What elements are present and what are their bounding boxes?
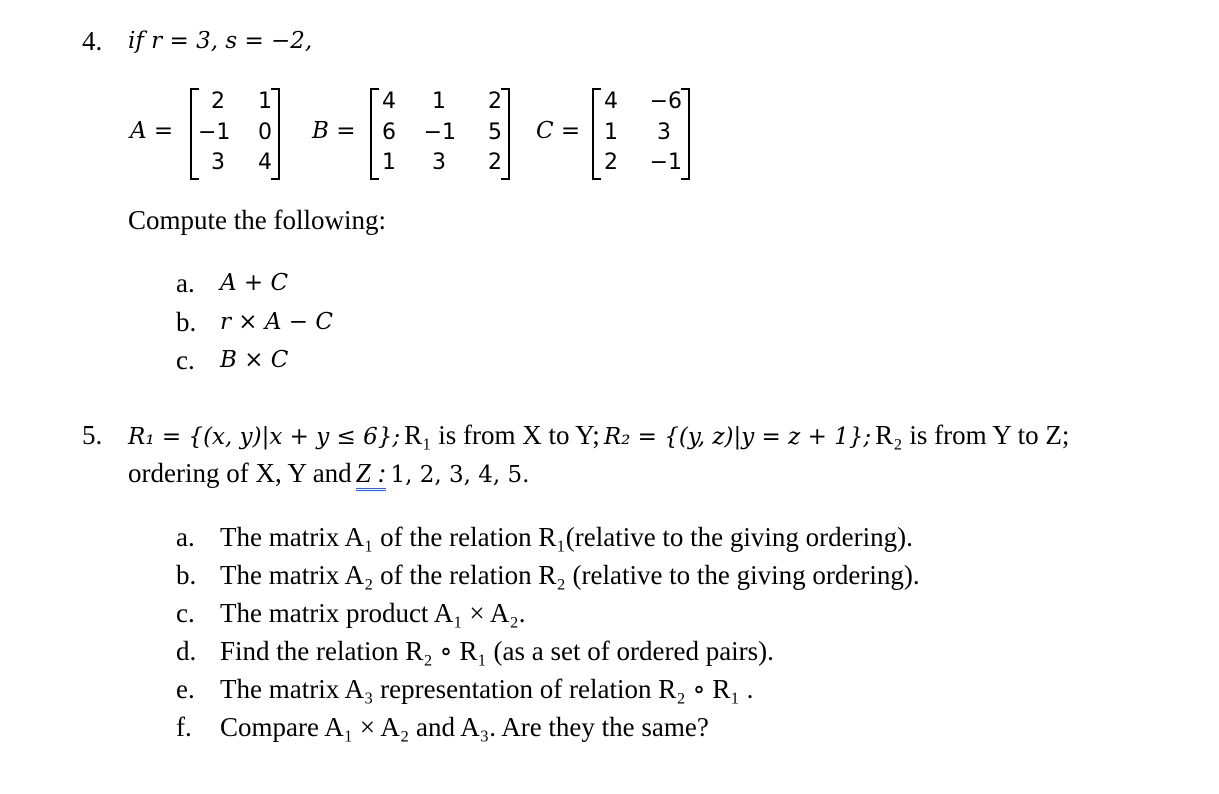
matrix-a-cell: 0 [258, 120, 272, 145]
ordering-values: 1, 2, 3, 4, 5. [390, 462, 530, 488]
q4-item-expr: B × C [220, 347, 289, 373]
matrix-c-cell: 2 [604, 150, 618, 175]
q5-item-label: e. [176, 674, 195, 704]
matrix-b-cell: 3 [432, 150, 446, 175]
q5-item-text: Find the relation R₂ ∘ R₁ (as a set of ordered pairs). [220, 636, 774, 666]
matrix-b-cell: 6 [382, 120, 396, 145]
q5-item-label: a. [176, 522, 195, 552]
q5-item-label: f. [176, 712, 192, 742]
right-bracket [501, 88, 510, 180]
matrix-a-cell: 4 [258, 150, 272, 175]
q5-item-text: The matrix A₂ of the relation R₂ (relative to the giving ordering). [220, 560, 920, 590]
matrix-b-cell: 2 [488, 89, 502, 114]
q5-item-label: b. [176, 560, 197, 590]
matrix-b-label: B = [312, 118, 356, 144]
matrix-b [370, 88, 510, 180]
matrix-b-cell: 2 [488, 150, 502, 175]
r2-definition: R₂ = {(y, z)|y = z + 1}; [603, 424, 872, 450]
q5-item-label: d. [176, 636, 197, 666]
q4-item-expr: A + C [220, 270, 289, 296]
question-4-number: 4. [82, 26, 103, 56]
matrix-b-cell: 4 [382, 89, 396, 114]
matrix-a-cell: 3 [211, 150, 225, 175]
question-5-line-1 [128, 422, 1069, 449]
matrix-a [190, 88, 280, 180]
q5-item-text: The matrix product A₁ × A₂. [220, 598, 526, 628]
matrix-c [592, 88, 690, 180]
matrix-c-cell: −6 [649, 89, 682, 114]
r2-domain-text: R₂ is from Y to Z; [875, 420, 1070, 450]
ordering-prefix: ordering of X, Y and [128, 458, 352, 488]
q5-item-label: c. [176, 598, 195, 628]
q4-item-label: c. [176, 345, 195, 375]
matrix-c-cell: 4 [604, 89, 618, 114]
r1-definition: R₁ = {(x, y)|x + y ≤ 6}; [128, 424, 401, 450]
matrix-a-cell: −1 [198, 120, 231, 145]
right-bracket [271, 88, 280, 180]
compute-heading: Compute the following: [128, 205, 386, 235]
q5-item-text: The matrix A₁ of the relation R₁(relative to the giving ordering). [220, 522, 913, 552]
matrix-c-cell: 3 [657, 120, 671, 145]
matrix-a-label: A = [130, 118, 174, 144]
question-5-line-2 [128, 460, 529, 487]
matrix-b-cell: 5 [488, 120, 502, 145]
right-bracket [681, 88, 690, 180]
question-4-intro: if r = 3, s = −2, [128, 28, 313, 54]
matrix-c-label: C = [536, 118, 581, 144]
matrix-a-cell: 2 [211, 89, 225, 114]
matrix-b-cell: 1 [382, 150, 396, 175]
q5-item-text: Compare A₁ × A₂ and A₃. Are they the same? [220, 712, 709, 742]
q4-item-label: a. [176, 268, 195, 298]
q5-item-text: The matrix A₃ representation of relation R₂ ∘ R₁ . [220, 674, 754, 704]
matrix-c-cell: 1 [604, 120, 618, 145]
matrix-b-cell: 1 [432, 89, 446, 114]
matrix-c-cell: −1 [649, 150, 682, 175]
question-5-number: 5. [82, 420, 103, 450]
matrix-a-cell: 1 [258, 89, 272, 114]
matrix-b-cell: −1 [423, 120, 456, 145]
q4-item-label: b. [176, 307, 197, 337]
r1-domain-text: R₁ is from X to Y; [404, 420, 600, 450]
ordering-z[interactable]: Z : [356, 458, 387, 491]
q4-item-expr: r × A − C [220, 309, 333, 335]
